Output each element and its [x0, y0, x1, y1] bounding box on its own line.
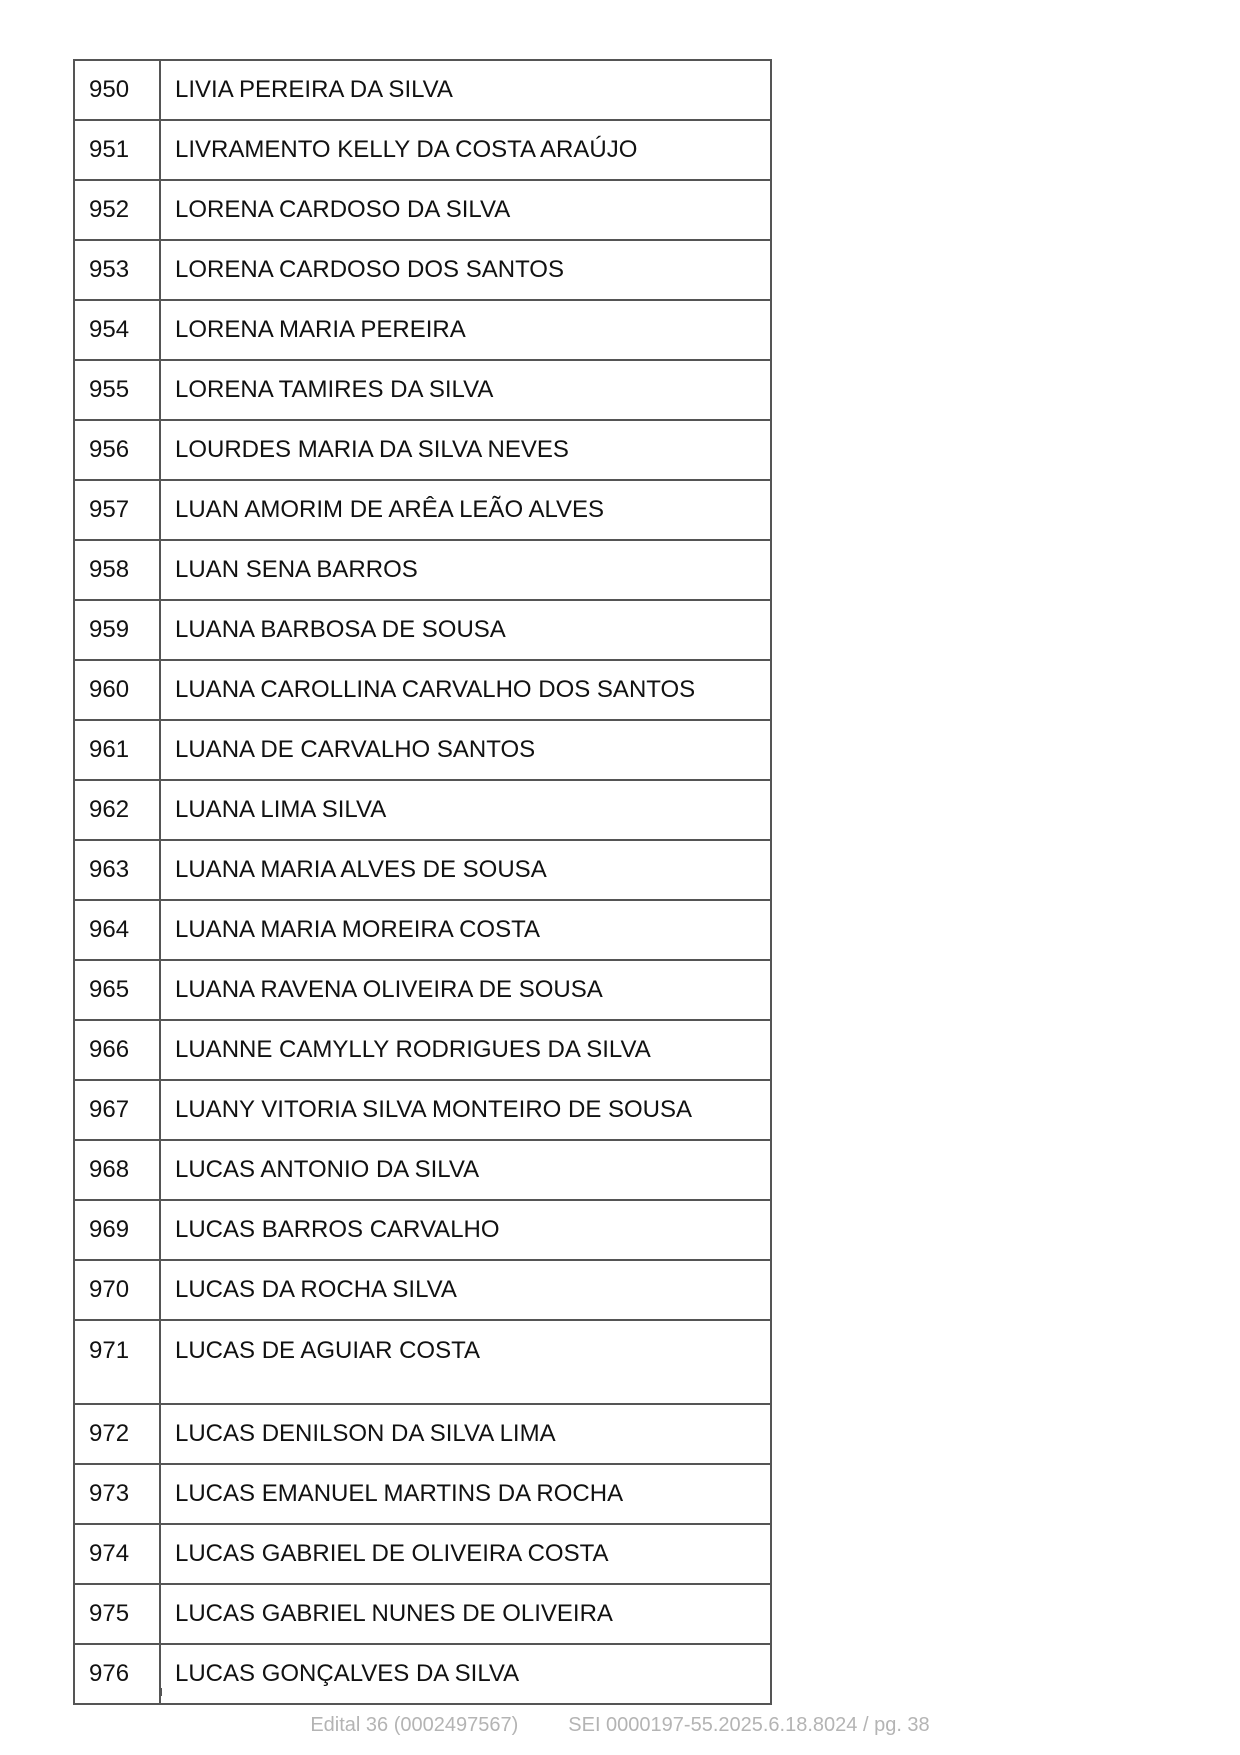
table-row — [74, 1020, 771, 1080]
row-number: 951 — [74, 120, 160, 180]
row-number: 971 — [74, 1320, 160, 1404]
row-number: 962 — [74, 780, 160, 840]
row-name: LUCAS EMANUEL MARTINS DA ROCHA — [160, 1464, 771, 1524]
row-name: LUAN AMORIM DE ARÊA LEÃO ALVES — [160, 480, 771, 540]
row-name: LOURDES MARIA DA SILVA NEVES — [160, 420, 771, 480]
row-name: LUANA MARIA ALVES DE SOUSA — [160, 840, 771, 900]
row-name: LORENA CARDOSO DA SILVA — [160, 180, 771, 240]
row-name: LUCAS GONÇALVES DA SILVA — [160, 1644, 771, 1704]
footer-reference: SEI 0000197-55.2025.6.18.8024 / pg. 38 — [568, 1714, 930, 1736]
row-number: 955 — [74, 360, 160, 420]
table-row — [74, 60, 771, 120]
table-row — [74, 840, 771, 900]
table-row — [74, 1404, 771, 1464]
table-row — [74, 720, 771, 780]
row-name: LUCAS DA ROCHA SILVA — [160, 1260, 771, 1320]
row-name: LUANA MARIA MOREIRA COSTA — [160, 900, 771, 960]
table-row — [74, 360, 771, 420]
row-name: LIVIA PEREIRA DA SILVA — [160, 60, 771, 120]
row-number: 960 — [74, 660, 160, 720]
row-number: 950 — [74, 60, 160, 120]
row-number: 969 — [74, 1200, 160, 1260]
row-name: LUCAS GABRIEL DE OLIVEIRA COSTA — [160, 1524, 771, 1584]
row-name: LUANNE CAMYLLY RODRIGUES DA SILVA — [160, 1020, 771, 1080]
table-row — [74, 420, 771, 480]
names-table — [73, 59, 772, 1705]
row-number: 959 — [74, 600, 160, 660]
row-name: LUANY VITORIA SILVA MONTEIRO DE SOUSA — [160, 1080, 771, 1140]
row-number: 974 — [74, 1524, 160, 1584]
row-number: 976 — [74, 1644, 160, 1704]
table-row — [74, 1260, 771, 1320]
row-number: 965 — [74, 960, 160, 1020]
table-row — [74, 120, 771, 180]
row-number: 963 — [74, 840, 160, 900]
row-number: 973 — [74, 1464, 160, 1524]
table-row — [74, 1200, 771, 1260]
row-number: 975 — [74, 1584, 160, 1644]
row-name: LUANA BARBOSA DE SOUSA — [160, 600, 771, 660]
table-row — [74, 1140, 771, 1200]
row-number: 967 — [74, 1080, 160, 1140]
row-name: LUCAS DE AGUIAR COSTA — [160, 1320, 771, 1404]
row-number: 953 — [74, 240, 160, 300]
table-row — [74, 480, 771, 540]
row-name: LUAN SENA BARROS — [160, 540, 771, 600]
table-row — [74, 240, 771, 300]
row-name: LORENA TAMIRES DA SILVA — [160, 360, 771, 420]
table-row — [74, 540, 771, 600]
row-name: LUANA DE CARVALHO SANTOS — [160, 720, 771, 780]
row-number: 956 — [74, 420, 160, 480]
row-name: LUANA LIMA SILVA — [160, 780, 771, 840]
column-divider — [160, 1688, 162, 1696]
table-row — [74, 1464, 771, 1524]
table-row — [74, 1080, 771, 1140]
row-number: 961 — [74, 720, 160, 780]
row-number: 958 — [74, 540, 160, 600]
table-continuation — [73, 1688, 772, 1696]
footer-document-id: Edital 36 (0002497567) — [310, 1714, 519, 1736]
row-name: LUCAS GABRIEL NUNES DE OLIVEIRA — [160, 1584, 771, 1644]
row-name: LUANA CAROLLINA CARVALHO DOS SANTOS — [160, 660, 771, 720]
table-row — [74, 1524, 771, 1584]
table-row — [74, 960, 771, 1020]
row-name: LUCAS BARROS CARVALHO — [160, 1200, 771, 1260]
table-row — [74, 900, 771, 960]
row-name: LORENA MARIA PEREIRA — [160, 300, 771, 360]
row-number: 952 — [74, 180, 160, 240]
row-number: 972 — [74, 1404, 160, 1464]
row-name: LIVRAMENTO KELLY DA COSTA ARAÚJO — [160, 120, 771, 180]
row-name: LORENA CARDOSO DOS SANTOS — [160, 240, 771, 300]
table-row — [74, 660, 771, 720]
table-row — [74, 1584, 771, 1644]
row-name: LUCAS DENILSON DA SILVA LIMA — [160, 1404, 771, 1464]
row-name: LUCAS ANTONIO DA SILVA — [160, 1140, 771, 1200]
page-footer — [0, 1714, 1240, 1737]
row-number: 968 — [74, 1140, 160, 1200]
table-row — [74, 780, 771, 840]
row-number: 954 — [74, 300, 160, 360]
table-row — [74, 180, 771, 240]
row-number: 957 — [74, 480, 160, 540]
table-row — [74, 1320, 771, 1404]
table-row — [74, 600, 771, 660]
row-name: LUANA RAVENA OLIVEIRA DE SOUSA — [160, 960, 771, 1020]
row-number: 966 — [74, 1020, 160, 1080]
row-number: 964 — [74, 900, 160, 960]
row-number: 970 — [74, 1260, 160, 1320]
table-row — [74, 300, 771, 360]
